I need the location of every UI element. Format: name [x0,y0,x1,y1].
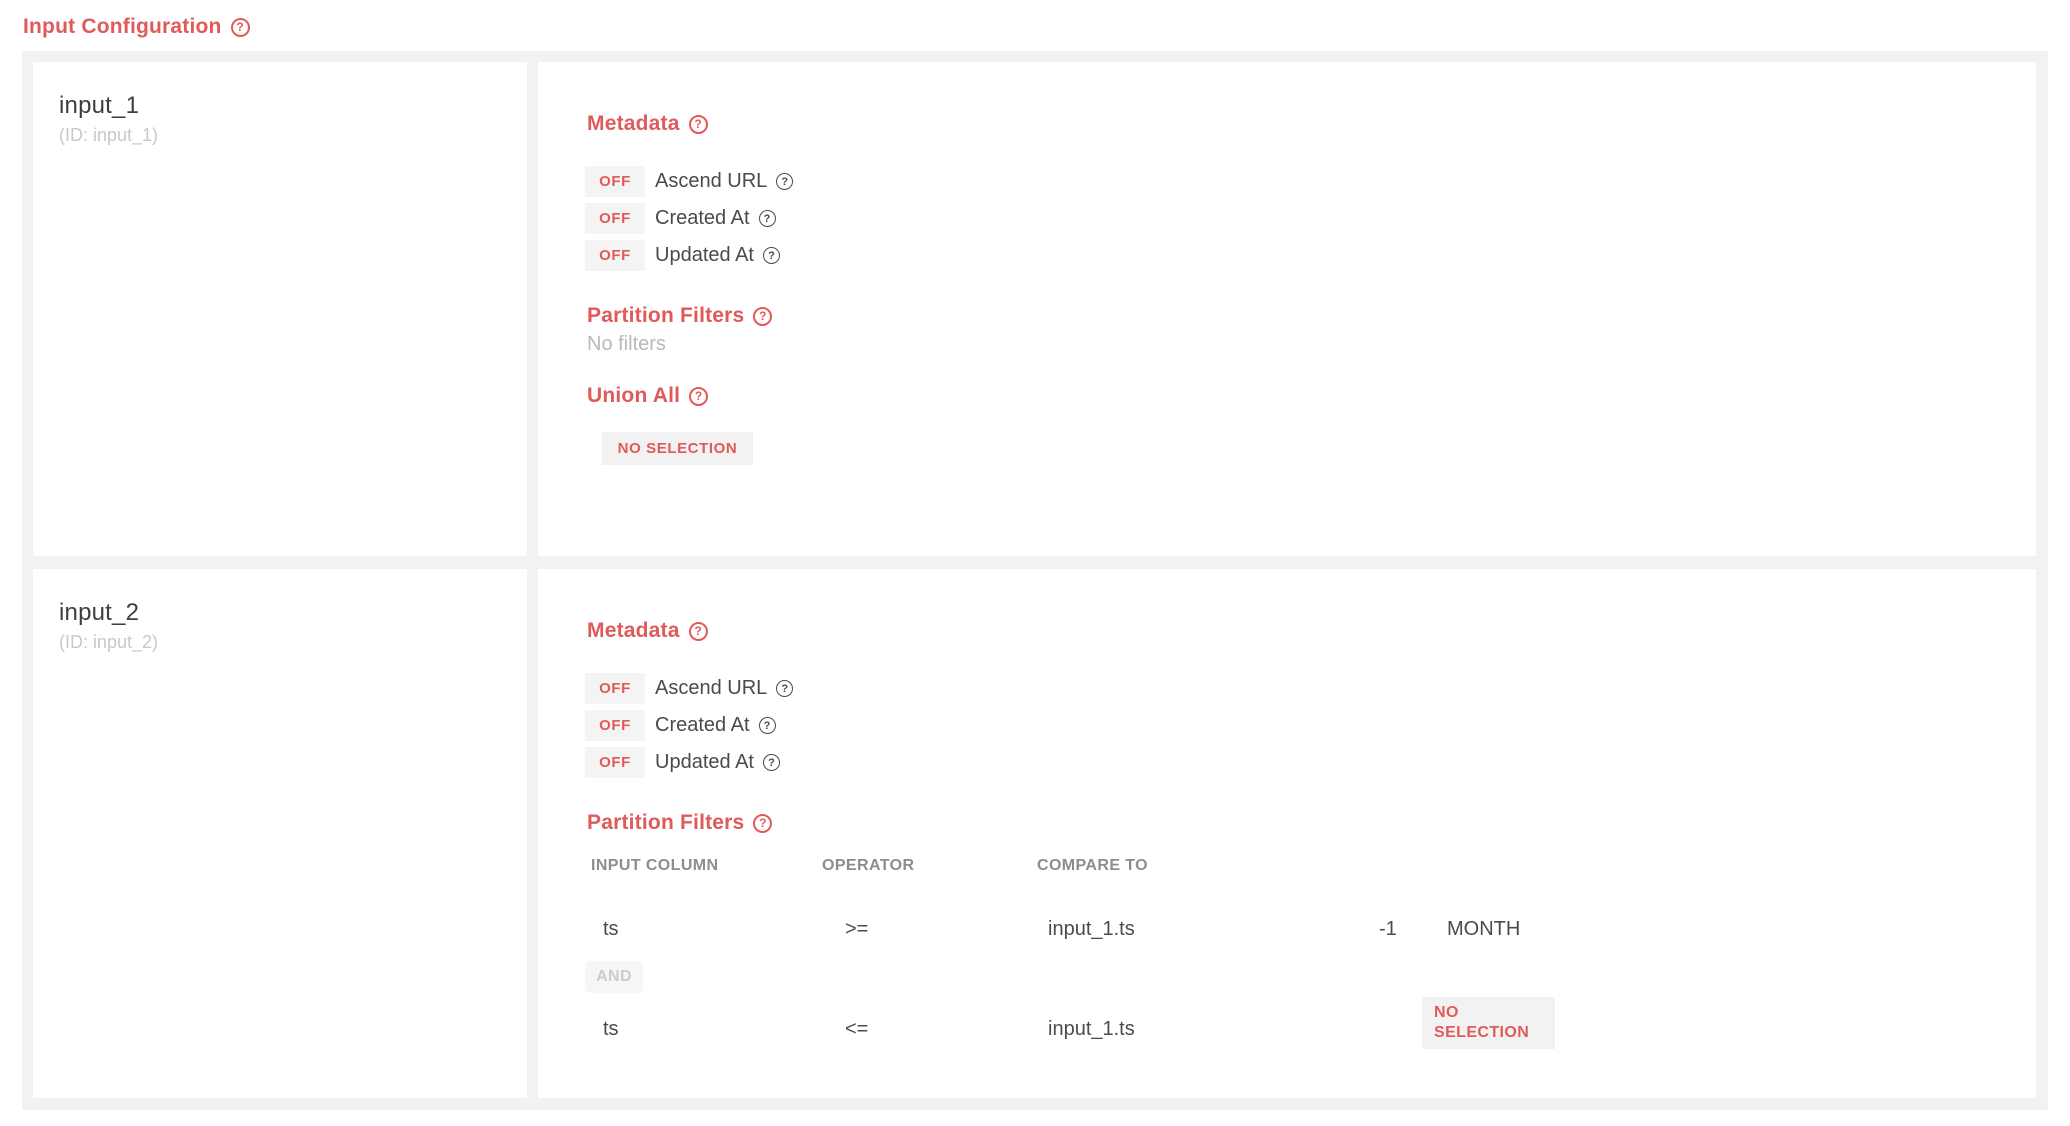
toggle-label [655,170,793,193]
filter-offset-unit: MONTH [1447,918,1521,940]
toggle-row-updated-at [585,747,780,778]
metadata-heading-text: Metadata [587,112,680,135]
union-all-heading [587,384,708,408]
help-icon[interactable] [753,307,772,326]
help-icon[interactable] [776,173,793,190]
help-icon[interactable] [689,622,708,641]
filter-operator: >= [845,918,869,940]
help-icon[interactable] [753,814,772,833]
column-header-operator: OPERATOR [822,857,915,874]
input-2-detail-card [538,569,2036,1098]
updated-at-toggle[interactable]: OFF [585,240,645,271]
toggle-row-created-at [585,203,776,234]
toggle-label [655,714,776,737]
toggle-label-text: Created At [655,207,750,229]
input-2-name: input_2 [59,599,140,626]
filter-input-column: ts [603,1018,619,1040]
input-2-summary-card [33,569,527,1098]
metadata-heading [587,112,708,136]
ascend-url-toggle[interactable]: OFF [585,673,645,704]
conjunction-badge: AND [585,961,643,993]
input-1-id: (ID: input_1) [59,125,159,145]
column-header-compare-to: COMPARE TO [1037,857,1148,874]
toggle-label-text: Updated At [655,244,754,266]
help-icon[interactable] [231,18,250,37]
page-title [23,15,250,39]
toggle-row-created-at [585,710,776,741]
input-1-summary-card [33,62,527,556]
help-icon[interactable] [776,680,793,697]
help-icon[interactable] [759,717,776,734]
metadata-heading [587,619,708,643]
column-header-input-column: INPUT COLUMN [591,857,719,874]
ascend-url-toggle[interactable]: OFF [585,166,645,197]
toggle-label-text: Ascend URL [655,677,768,699]
help-icon[interactable] [763,247,780,264]
partition-filters-heading [587,811,772,835]
toggle-row-updated-at [585,240,780,271]
partition-filters-heading-text: Partition Filters [587,304,745,327]
toggle-label [655,244,780,267]
partition-filters-heading-text: Partition Filters [587,811,745,834]
union-all-selection-button[interactable]: NO SELECTION [602,432,753,465]
filter-offset-selection-button[interactable]: NO SELECTION [1422,997,1555,1049]
toggle-label-text: Created At [655,714,750,736]
help-icon[interactable] [689,387,708,406]
input-1-detail-card [538,62,2036,556]
toggle-row-ascend-url [585,673,793,704]
toggle-row-ascend-url [585,166,793,197]
filter-input-column: ts [603,918,619,940]
created-at-toggle[interactable]: OFF [585,710,645,741]
filter-compare-to: input_1.ts [1048,918,1135,940]
toggle-label-text: Updated At [655,751,754,773]
filter-offset-value: -1 [1379,918,1397,940]
filter-compare-to: input_1.ts [1048,1018,1135,1040]
toggle-label-text: Ascend URL [655,170,768,192]
union-all-heading-text: Union All [587,384,681,407]
metadata-heading-text: Metadata [587,619,680,642]
partition-filters-heading [587,304,772,328]
updated-at-toggle[interactable]: OFF [585,747,645,778]
input-2-id: (ID: input_2) [59,632,159,652]
toggle-label [655,677,793,700]
help-icon[interactable] [759,210,776,227]
page-title-text: Input Configuration [23,15,222,38]
created-at-toggle[interactable]: OFF [585,203,645,234]
filter-operator: <= [845,1018,869,1040]
help-icon[interactable] [689,115,708,134]
toggle-label [655,207,776,230]
input-1-name: input_1 [59,92,140,119]
help-icon[interactable] [763,754,780,771]
no-filters-text: No filters [587,333,666,355]
toggle-label [655,751,780,774]
input-configuration-panel [22,51,2048,1110]
